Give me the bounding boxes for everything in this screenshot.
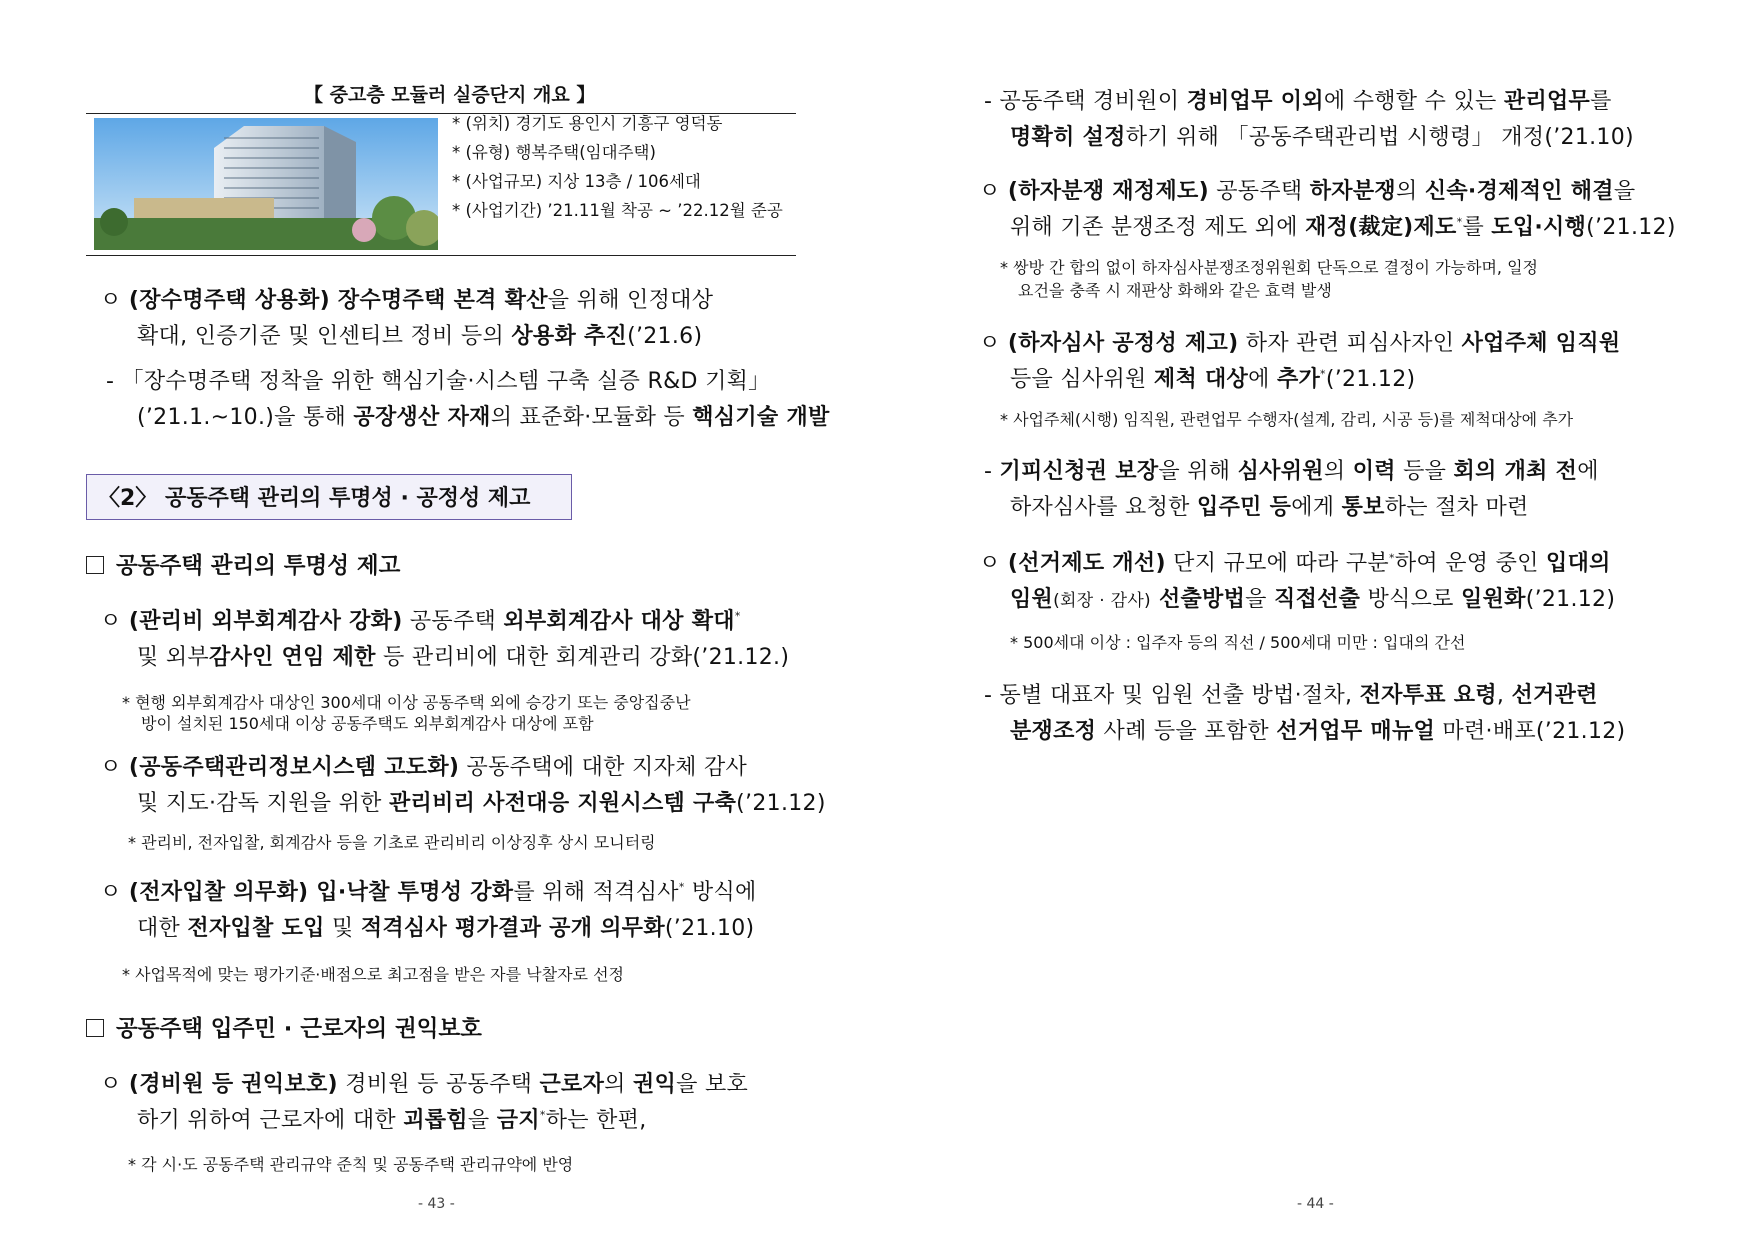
page-number-left: - 43 -: [418, 1196, 455, 1212]
paragraph-guard-duties-line2: 명확히 설정하기 위해 「공동주택관리법 시행령」 개정(’21.10): [1010, 125, 1634, 150]
note-defect-review: * 사업주체(시행) 임직원, 관련업무 수행자(설계, 감리, 시공 등)를 제척대상에 추가: [1000, 410, 1574, 429]
note-defect-dispute-1: * 쌍방 간 합의 없이 하자심사분쟁조정위원회 단독으로 결정이 가능하며, 일정: [1000, 258, 1538, 277]
section-title: 〈2〉 공동주택 관리의 투명성 · 공정성 제고: [98, 486, 531, 511]
note-defect-dispute-2: 요건을 충족 시 재판상 화해와 같은 효력 발생: [1018, 281, 1332, 300]
paragraph-election-line2: 임원(회장 · 감사) 선출방법을 직접선출 방식으로 일원화(’21.12): [1010, 587, 1616, 612]
page-number-right: - 44 -: [1297, 1196, 1334, 1212]
paragraph-long-life-housing-line2: 확대, 인증기준 및 인센티브 정비 등의 상용화 추진(’21.6): [137, 324, 703, 349]
paragraph-recusal-line2: 하자심사를 요청한 입주민 등에게 통보하는 절차 마련: [1010, 495, 1529, 520]
paragraph-info-system: ㅇ (공동주택관리정보시스템 고도화) 공동주택에 대한 지자체 감사: [100, 755, 748, 780]
paragraph-info-system-line2: 및 지도·감독 지원을 위한 관리비리 사전대응 지원시스템 구축(’21.12): [137, 791, 826, 816]
right-page: [877, 0, 1754, 1240]
paragraph-defect-review: ㅇ (하자심사 공정성 제고) 하자 관련 피심사자인 사업주체 임직원: [979, 331, 1621, 356]
paragraph-rnd-plan: - 「장수명주택 정착을 위한 핵심기술·시스템 구축 실증 R&D 기획」: [106, 369, 771, 394]
note-info-system: * 관리비, 전자입찰, 회계감사 등을 기초로 관리비리 이상징후 상시 모니터링: [128, 833, 656, 852]
photo-item-type: * (유형) 행복주택(임대주택): [452, 143, 656, 162]
note-audit-1: * 현행 외부회계감사 대상인 300세대 이상 공동주택 외에 승강기 또는 중앙집중난: [122, 693, 691, 712]
paragraph-audit: ㅇ (관리비 외부회계감사 강화) 공동주택 외부회계감사 대상 확대*: [100, 609, 741, 634]
note-guard-rights: * 각 시·도 공동주택 관리규약 준칙 및 공동주택 관리규약에 반영: [128, 1155, 574, 1174]
paragraph-election-manual-line2: 분쟁조정 사례 등을 포함한 선거업무 매뉴얼 마련·배포(’21.12): [1010, 719, 1626, 744]
paragraph-long-life-housing: ㅇ (장수명주택 상용화) 장수명주택 본격 확산을 위해 인정대상: [100, 288, 714, 313]
square-bullet-icon: [86, 1019, 104, 1037]
paragraph-election-manual: - 동별 대표자 및 임원 선출 방법·절차, 전자투표 요령, 선거관련: [984, 683, 1598, 708]
building-photo: [94, 118, 438, 250]
circle-marker: ㅇ: [100, 288, 122, 313]
paragraph-defect-dispute: ㅇ (하자분쟁 재정제도) 공동주택 하자분쟁의 신속·경제적인 해결을: [979, 179, 1636, 204]
photo-item-period: * (사업기간) ’21.11월 착공 ~ ’22.12월 준공: [452, 201, 783, 220]
note-audit-2: 방이 설치된 150세대 이상 공동주택도 외부회계감사 대상에 포함: [141, 714, 594, 733]
paragraph-defect-review-line2: 등을 심사위원 제척 대상에 추가*(’21.12): [1010, 367, 1416, 392]
paragraph-election: ㅇ (선거제도 개선) 단지 규모에 따라 구분*하여 운영 중인 입대의: [979, 551, 1611, 576]
square-bullet-icon: [86, 556, 104, 574]
heading-rights-protection: 공동주택 입주민 · 근로자의 권익보호: [86, 1011, 482, 1043]
photo-item-scale: * (사업규모) 지상 13층 / 106세대: [452, 172, 701, 191]
paragraph-audit-line2: 및 외부감사인 연임 제한 등 관리비에 대한 회계관리 강화(’21.12.): [137, 645, 790, 670]
paragraph-e-bidding: ㅇ (전자입찰 의무화) 입·낙찰 투명성 강화를 위해 적격심사* 방식에: [100, 880, 757, 905]
heading-transparency: 공동주택 관리의 투명성 제고: [86, 548, 400, 580]
paragraph-e-bidding-line2: 대한 전자입찰 도입 및 적격심사 평가결과 공개 의무화(’21.10): [137, 916, 755, 941]
paragraph-guard-rights: ㅇ (경비원 등 권익보호) 경비원 등 공동주택 근로자의 권익을 보호: [100, 1072, 749, 1097]
bottom-rule: [86, 255, 796, 256]
dash-marker: -: [106, 369, 115, 394]
paragraph-defect-dispute-line2: 위해 기존 분쟁조정 제도 외에 재정(裁定)제도*를 도입·시행(’21.12): [1010, 215, 1676, 240]
paragraph-guard-rights-line2: 하기 위하여 근로자에 대한 괴롭힘을 금지*하는 한편,: [137, 1108, 647, 1133]
note-e-bidding: * 사업목적에 맞는 평가기준·배점으로 최고점을 받은 자를 낙찰자로 선정: [122, 965, 624, 984]
paragraph-recusal: - 기피신청권 보장을 위해 심사위원의 이력 등을 회의 개최 전에: [984, 459, 1599, 484]
paragraph-guard-duties: - 공동주택 경비원이 경비업무 이외에 수행할 수 있는 관리업무를: [984, 89, 1612, 114]
note-election: * 500세대 이상 : 입주자 등의 직선 / 500세대 미만 : 입대의 간선: [1010, 633, 1466, 652]
paragraph-rnd-plan-line2: (’21.1.~10.)을 통해 공장생산 자재의 표준화·모듈화 등 핵심기술 개발: [137, 405, 830, 430]
photo-item-location: * (위치) 경기도 용인시 기흥구 영덕동: [452, 114, 723, 133]
box-title: 【 중고층 모듈러 실증단지 개요 】: [304, 84, 596, 106]
